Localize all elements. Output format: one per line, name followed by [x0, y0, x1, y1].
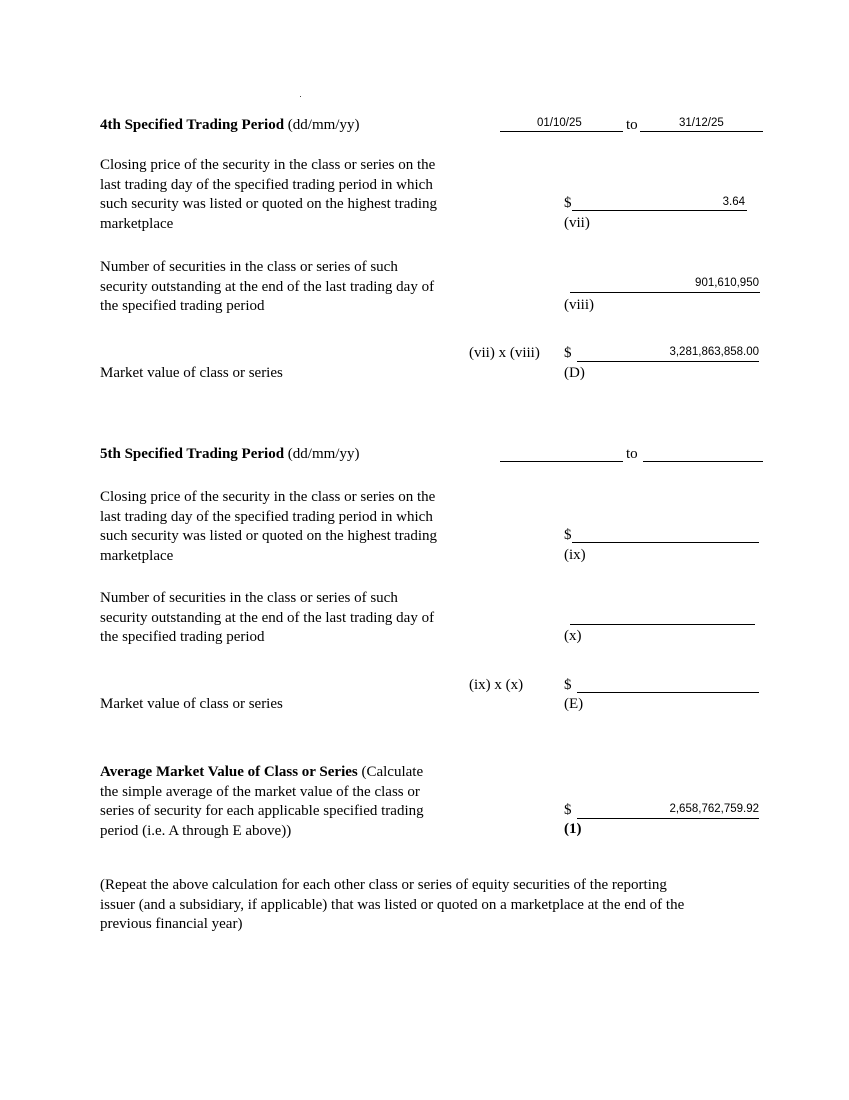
average-label: [100, 763, 424, 841]
period4-num-line-1: Number of securities in the class or series of such: [100, 259, 398, 275]
period5-heading-suffix: (dd/mm/yy): [284, 446, 360, 462]
period5-num-line-2: security outstanding at the end of the last trading day of: [100, 609, 435, 626]
period4-heading: [100, 117, 359, 134]
stray-mark: [300, 96, 301, 97]
period5-num-line[interactable]: [570, 624, 755, 625]
average-ref: (1): [564, 821, 582, 837]
period4-closing-line-2: last trading day of the specified trading period in which: [100, 176, 433, 193]
period4-closing-line-3: such security was listed or quoted on the highest trading: [100, 196, 438, 212]
period4-closing-line-1: Closing price of the security in the class or series on the: [100, 157, 436, 173]
period5-closing-line-3: such security was listed or quoted on the highest trading: [100, 528, 438, 544]
period4-mv-value[interactable]: 3,281,863,858.00: [669, 346, 759, 358]
average-line: [577, 818, 759, 819]
average-heading: Average Market Value of Class or Series: [100, 764, 358, 780]
period5-num-securities-label: [100, 589, 434, 648]
period5-closing-line-1: Closing price of the security in the class or series on the: [100, 489, 436, 505]
average-line-1-rest: (Calculate: [357, 764, 424, 780]
period5-heading-bold: 5th Specified Trading Period: [100, 446, 285, 462]
average-currency: $: [564, 802, 572, 818]
repeat-note-line-3: previous financial year): [100, 916, 243, 932]
period5-from-line[interactable]: [500, 461, 623, 462]
period4-num-line: [570, 292, 760, 293]
period4-num-line-3: the specified trading period: [100, 298, 265, 314]
repeat-note-line-1: (Repeat the above calculation for each other class or series of equity securities of the reporting: [100, 877, 667, 893]
period5-to-label: to: [626, 446, 638, 462]
period5-closing-price-label: [100, 488, 437, 566]
period5-num-line-3: the specified trading period: [100, 629, 265, 645]
period4-closing-price-label: [100, 156, 437, 234]
average-line-1: [100, 763, 424, 783]
average-line-2: the simple average of the market value of the class or: [100, 783, 420, 800]
period4-mv-currency: $: [564, 345, 572, 361]
period5-closing-line-2: last trading day of the specified trading period in which: [100, 508, 433, 525]
period4-mv-label: Market value of class or series: [100, 365, 283, 381]
period4-num-line-2: security outstanding at the end of the last trading day of: [100, 278, 435, 295]
period4-closing-currency: $: [564, 195, 572, 211]
period4-num-ref: (viii): [564, 297, 594, 313]
period5-to-line[interactable]: [643, 461, 763, 462]
average-value[interactable]: 2,658,762,759.92: [669, 803, 759, 815]
period5-closing-currency: $: [564, 527, 572, 543]
period4-to-line: [640, 131, 763, 132]
period5-heading: [100, 446, 359, 463]
period5-formula: (ix) x (x): [469, 677, 524, 693]
period4-to-label: to: [626, 117, 638, 133]
period4-heading-suffix: (dd/mm/yy): [284, 117, 360, 133]
period5-closing-line-4: marketplace: [100, 547, 174, 564]
period4-closing-value[interactable]: 3.64: [722, 196, 745, 208]
period4-heading-bold: 4th Specified Trading Period: [100, 117, 285, 133]
period4-num-securities-label: [100, 258, 434, 317]
period5-mv-ref: (E): [564, 696, 584, 712]
period4-num-value[interactable]: 901,610,950: [695, 277, 759, 289]
period5-closing-ref: (ix): [564, 547, 586, 563]
period5-num-ref: (x): [564, 628, 582, 644]
average-line-4: period (i.e. A through E above)): [100, 822, 292, 839]
period4-closing-ref: (vii): [564, 215, 590, 231]
period4-mv-line: [577, 361, 759, 362]
period5-closing-line[interactable]: [572, 542, 759, 543]
period4-mv-ref: (D): [564, 365, 585, 381]
period4-closing-line-4: marketplace: [100, 215, 174, 232]
period5-mv-line[interactable]: [577, 692, 759, 693]
period4-from-line: [500, 131, 623, 132]
repeat-note: [100, 876, 684, 935]
period5-mv-currency: $: [564, 677, 572, 693]
period4-formula: (vii) x (viii): [469, 345, 540, 361]
period5-mv-label: Market value of class or series: [100, 696, 283, 712]
period4-to-date[interactable]: 31/12/25: [679, 117, 724, 129]
period4-from-date[interactable]: 01/10/25: [537, 117, 582, 129]
period5-num-line-1: Number of securities in the class or series of such: [100, 590, 398, 606]
period4-closing-line: [572, 210, 747, 211]
repeat-note-line-2: issuer (and a subsidiary, if applicable) that was listed or quoted on a marketplace at the end of the: [100, 896, 685, 913]
average-line-3: series of security for each applicable specified trading: [100, 803, 424, 819]
